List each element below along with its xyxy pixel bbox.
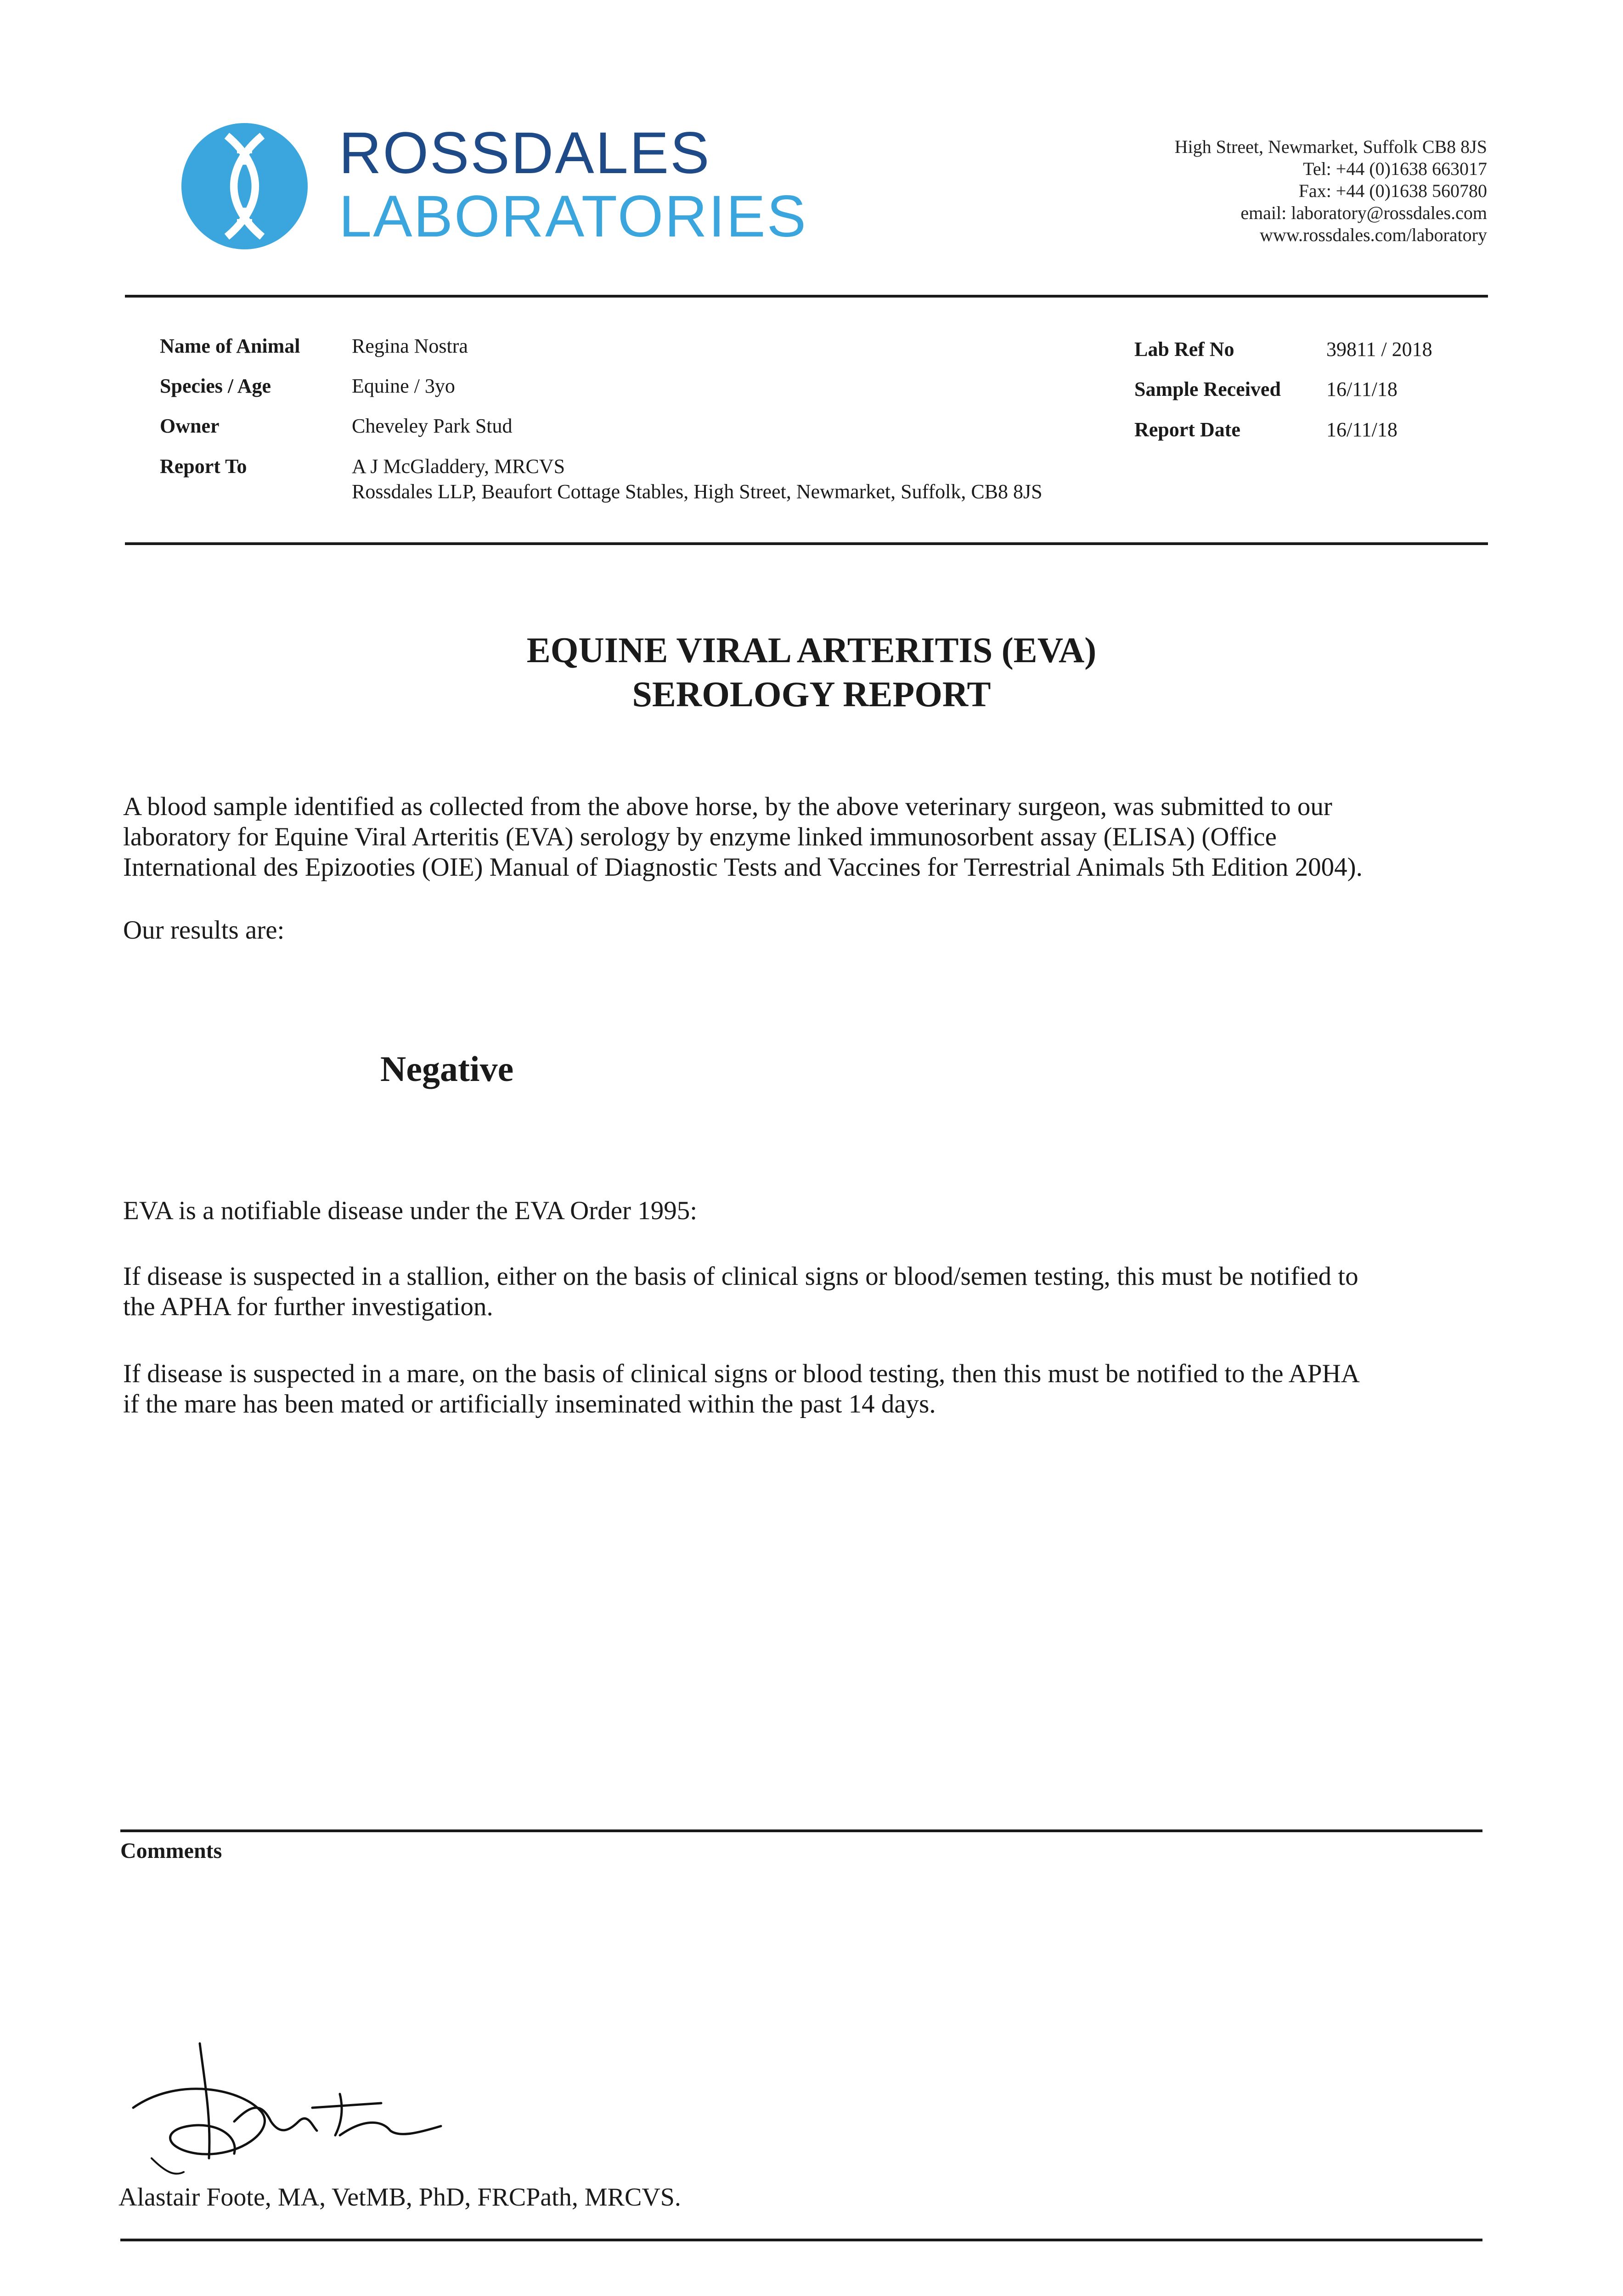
species-label: Species / Age [160, 375, 271, 397]
report-date-value: 16/11/18 [1326, 418, 1398, 441]
owner-label: Owner [160, 415, 220, 437]
lab-website: www.rossdales.com/laboratory [1259, 225, 1487, 245]
lab-address: High Street, Newmarket, Suffolk CB8 8JS [1174, 136, 1487, 157]
test-result: Negative [380, 1049, 514, 1089]
brand-name-line1: ROSSDALES [339, 120, 711, 186]
details-divider [125, 542, 1488, 545]
brand-name-line2: LABORATORIES [339, 184, 807, 249]
intro-line: A blood sample identified as collected from the above horse, by the above veterinary surgeon, was submitted to our [123, 792, 1332, 821]
signer-name: Alastair Foote, MA, VetMB, PhD, FRCPath, MRCVS. [118, 2183, 681, 2212]
footer-divider [120, 2239, 1482, 2241]
lab-email: email: laboratory@rossdales.com [1240, 203, 1487, 223]
intro-line: laboratory for Equine Viral Arteritis (EVA) serology by enzyme linked immunosorbent assay (ELISA) (Office [123, 822, 1277, 851]
report-to-line2: Rossdales LLP, Beaufort Cottage Stables, High Street, Newmarket, Suffolk, CB8 8JS [352, 480, 1043, 503]
stallion-paragraph [123, 1261, 1496, 1322]
comments-divider [120, 1829, 1482, 1832]
species-value: Equine / 3yo [352, 375, 455, 397]
owner-value: Cheveley Park Stud [352, 415, 513, 437]
stallion-line: the APHA for further investigation. [123, 1292, 493, 1321]
lab-ref-value: 39811 / 2018 [1326, 338, 1432, 360]
report-date-label: Report Date [1134, 418, 1240, 441]
lab-contact-block [1175, 136, 1487, 246]
report-title-line1: EQUINE VIRAL ARTERITIS (EVA) [526, 630, 1097, 670]
mare-paragraph [123, 1359, 1496, 1419]
sample-received-label: Sample Received [1134, 378, 1281, 400]
header-divider [125, 295, 1488, 298]
report-to-label: Report To [160, 455, 247, 478]
mare-line: if the mare has been mated or artificially inseminated within the past 14 days. [123, 1390, 936, 1418]
animal-value: Regina Nostra [352, 335, 468, 357]
results-intro: Our results are: [123, 916, 285, 945]
mare-line: If disease is suspected in a mare, on the basis of clinical signs or blood testing, then this must be notified to the APHA [123, 1359, 1360, 1388]
animal-label: Name of Animal [160, 335, 300, 357]
lab-fax: Fax: +44 (0)1638 560780 [1298, 180, 1487, 201]
lab-tel: Tel: +44 (0)1638 663017 [1303, 158, 1487, 179]
signature-image [124, 2039, 473, 2190]
notifiable-statement: EVA is a notifiable disease under the EVA Order 1995: [123, 1196, 698, 1225]
lab-ref-label: Lab Ref No [1134, 338, 1234, 360]
report-to-line1: A J McGladdery, MRCVS [352, 455, 565, 478]
stallion-line: If disease is suspected in a stallion, either on the basis of clinical signs or blood/semen testing, this must be notified to [123, 1262, 1358, 1291]
dna-logo-icon [181, 123, 308, 249]
report-title-line2: SEROLOGY REPORT [632, 674, 991, 714]
comments-label: Comments [120, 1839, 222, 1863]
intro-paragraph [123, 792, 1496, 883]
sample-received-value: 16/11/18 [1326, 378, 1398, 400]
intro-line: International des Epizooties (OIE) Manual of Diagnostic Tests and Vaccines for Terrestrial Animals 5th Edition 2004). [123, 853, 1363, 882]
